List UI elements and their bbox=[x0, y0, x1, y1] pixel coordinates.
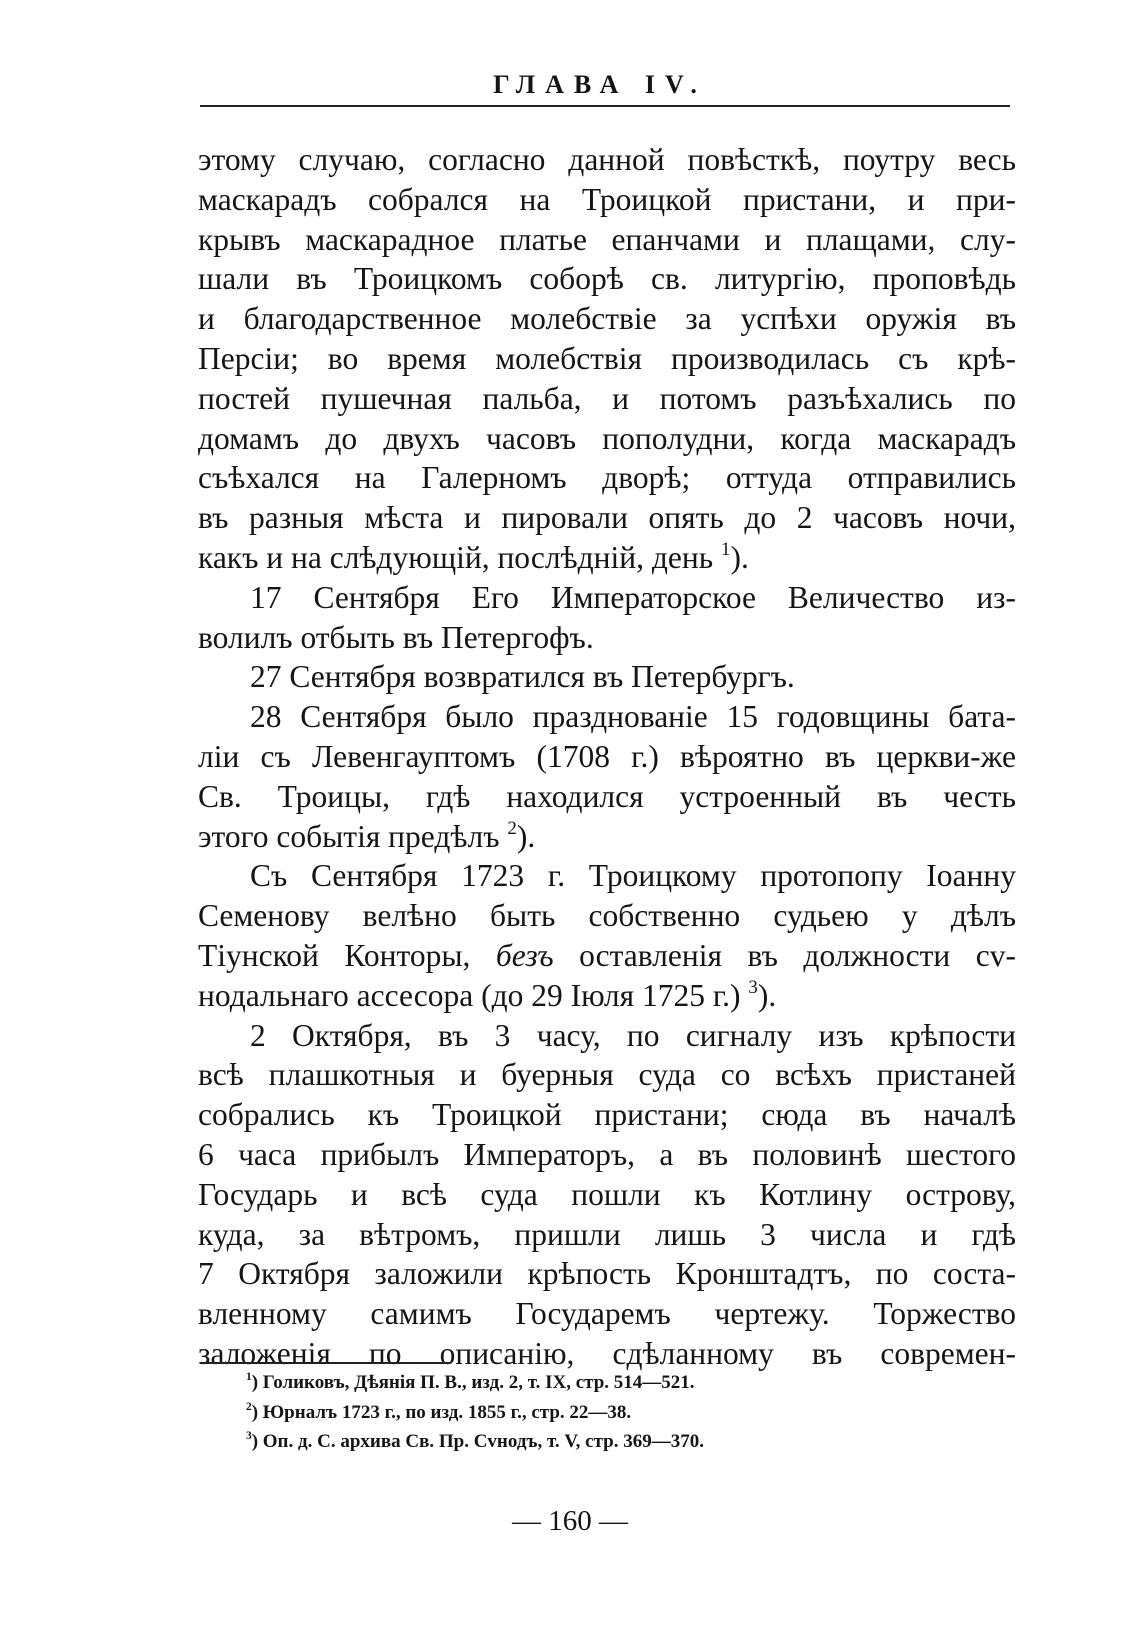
text-line: Персіи; во время молебствія производилась съ крѣ- bbox=[198, 340, 1016, 376]
running-head: ГЛАВА IV. bbox=[493, 70, 707, 99]
text-line: съѣхался на Галерномъ дворѣ; оттуда отправились bbox=[198, 460, 1016, 496]
footnote-ref: 3 bbox=[748, 976, 758, 998]
text-line: всѣ плашкотныя и буерныя суда со всѣхъ пристаней bbox=[198, 1057, 1016, 1093]
text-line: маскарадъ собрался на Троицкой пристани, и при- bbox=[198, 181, 1016, 217]
text-line: 2 Октября, въ 3 часу, по сигналу изъ крѣпости bbox=[250, 1017, 1016, 1053]
text-line: крывъ маскарадное платье епанчами и плащами, слу- bbox=[198, 221, 1016, 257]
text-line: 27 Сентября возвратился въ Петербургъ. bbox=[250, 659, 795, 695]
text-line: Св. Троицы, гдѣ находился устроенный въ честь bbox=[198, 778, 1016, 814]
text-line: ліи съ Левенгауптомъ (1708 г.) вѣроятно въ церкви-же bbox=[198, 738, 1016, 774]
body-text bbox=[198, 140, 1016, 1374]
footnote-ref: 1 bbox=[721, 538, 731, 560]
footnote-ref: 2 bbox=[507, 817, 517, 839]
footnote: $^2$) Юрналъ 1723 г., по изд. 1855 г., стр. 22—38. bbox=[246, 1400, 632, 1423]
text-line: 7 Октября заложили крѣпость Кронштадтъ, по соста- bbox=[198, 1256, 1016, 1292]
footnotes bbox=[246, 1368, 1026, 1457]
text-line: 28 Сентября было празднованіе 15 годовщины бата- bbox=[250, 699, 1016, 735]
text-line: постей пушечная пальба, и потомъ разъѣхались по bbox=[198, 380, 1016, 416]
footnote: $^3$) Оп. д. С. архива Св. Пр. Сvнодъ, т. V, стр. 369—370. bbox=[246, 1430, 704, 1452]
italic-word: безъ bbox=[495, 937, 554, 973]
text-line: заложенія по описанію, сдѣланному въ современ- bbox=[198, 1335, 1016, 1371]
text-line: собрались къ Троицкой пристани; сюда въ началѣ bbox=[198, 1097, 1016, 1133]
text-line: какъ и на слѣдующій, послѣдній, день $^1$). bbox=[198, 538, 749, 575]
text-line: волилъ отбыть въ Петергофъ. bbox=[198, 619, 594, 655]
text-line: шали въ Троицкомъ соборѣ св. литургію, проповѣдь bbox=[198, 261, 1016, 297]
footnote: $^1$) Голиковъ, Дѣянія П. В., изд. 2, т. IX, стр. 514—521. bbox=[246, 1371, 695, 1393]
text-line: нодальнаго ассесора (до 29 Іюля 1725 г.) $^3$). bbox=[198, 976, 777, 1013]
text-line: 6 часа прибылъ Императоръ, а въ половинѣ шестого bbox=[198, 1136, 1016, 1172]
text-line: Съ Сентября 1723 г. Троицкому протопопу Іоанну bbox=[250, 858, 1016, 894]
footnote-rule bbox=[200, 1362, 450, 1364]
header-rule bbox=[200, 105, 1010, 107]
text-line: въ разныя мѣста и пировали опять до 2 часовъ ночи, bbox=[198, 500, 1016, 536]
text-line: куда, за вѣтромъ, пришли лишь 3 числа и гдѣ bbox=[198, 1216, 1016, 1252]
text-line: этому случаю, согласно данной повѣсткѣ, поутру весь bbox=[198, 142, 1016, 177]
text-line: вленному самимъ Государемъ чертежу. Торжество bbox=[198, 1296, 1016, 1332]
text-line: Государь и всѣ суда пошли къ Котлину острову, bbox=[198, 1176, 1016, 1212]
text-line: 17 Сентября Его Императорское Величество из- bbox=[250, 579, 1016, 615]
text-line: этого событія предѣлъ $^2$). bbox=[198, 817, 536, 854]
text-line: Семенову велѣно быть собственно судьею у дѣлъ bbox=[198, 898, 1016, 934]
text-line: домамъ до двухъ часовъ пополудни, когда маскарадъ bbox=[198, 420, 1016, 456]
text-line: Тіунской Конторы, безъ оставленія въ должности сv- bbox=[198, 937, 1017, 973]
page-number: — 160 — bbox=[512, 1505, 628, 1537]
text-line: и благодарственное молебствіе за успѣхи оружія въ bbox=[198, 301, 1016, 337]
